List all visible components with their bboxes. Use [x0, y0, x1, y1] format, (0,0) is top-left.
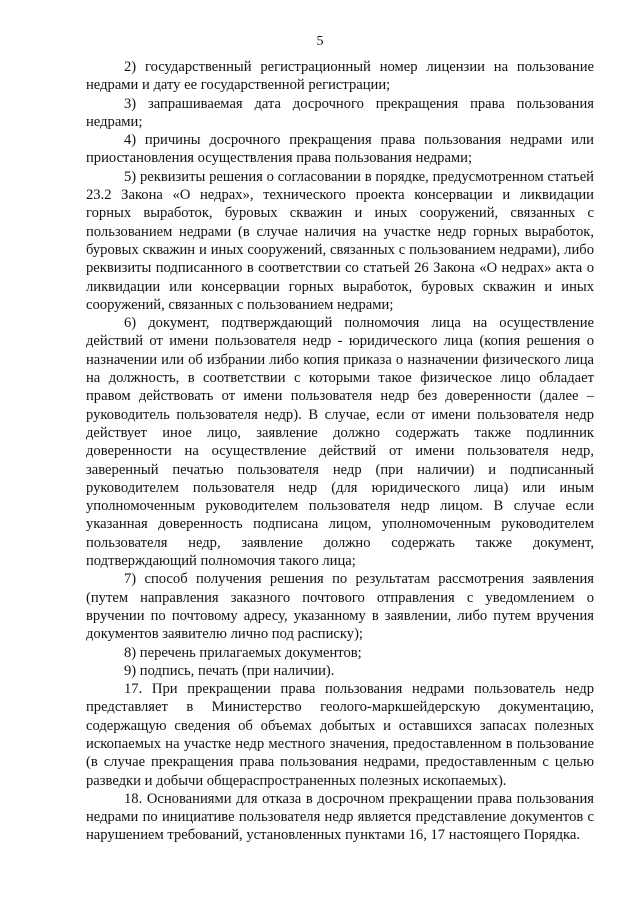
document-body — [86, 58, 594, 845]
clause-18: 18. Основаниями для отказа в досрочном прекращении права пользования недрами по инициативе пользователя недр является представление документов с нарушением требований, установленных пунктами 16, 17 настоящего Порядка. — [86, 790, 594, 844]
page-number: 5 — [316, 34, 324, 49]
list-item-2: 2) государственный регистрационный номер лицензии на пользование недрами и дату ее государственной регистрации; — [86, 59, 594, 94]
list-item-5: 5) реквизиты решения о согласовании в порядке, предусмотренном статьей 23.2 Закона «О недрах», технического проекта консервации и ликвидации горных выработок, буровых скважин и иных сооружений, связанных с пользованием недрами (в случае наличия на участке недр горных выработок, буровых скважин и иных сооружений, связанных с пользованием недрами), либо реквизиты подписанного в соответствии со статьей 26 Закона «О недрах» акта о ликвидации или консервации горных выработок, буровых скважин и иных сооружений, связанных с пользованием недрами; — [86, 168, 594, 313]
list-item-6: 6) документ, подтверждающий полномочия лица на осуществление действий от имени пользователя недр - юридического лица (копия решения о назначении или об избрании либо копия приказа о назначении физического лица на должность, в соответствии с которыми такое физическое лицо обладает правом действовать от имени пользователя недр без доверенности (далее – руководитель пользователя недр). В случае, если от имени пользователя недр действует иное лицо, заявление должно содержать также подлинник доверенности на осуществление действий от имени пользователя недр, заверенный печатью пользователя недр (при наличии) и подписанный руководителем пользователя недр (для юридического лица) или иным уполномоченным руководителем пользователя недр лицом. В случае если указанная доверенность подписана лицом, уполномоченным руководителем пользователя недр, заявление должно содержать также документ, подтверждающий полномочия такого лица; — [86, 315, 594, 570]
list-item-8: 8) перечень прилагаемых документов; — [124, 644, 362, 661]
list-item-4: 4) причины досрочного прекращения права пользования недрами или приостановления осуществления права пользования недрами; — [86, 132, 594, 167]
clause-17: 17. При прекращении права пользования недрами пользователь недр представляет в Министерство геолого-маркшейдерскую документацию, содержащую сведения об объемах добытых и оставшихся запасах полезных ископаемых на участке недр местного значения, предоставленном в пользование (в случае прекращения права пользования недрами, предоставленным с целью разведки и добычи общераспространенных полезных ископаемых). — [86, 681, 594, 789]
list-item-7: 7) способ получения решения по результатам рассмотрения заявления (путем направления заказного почтового отправления с уведомлением о вручении по почтовому адресу, указанному в заявлении, либо путем вручения документов заявителю лично под расписку); — [86, 571, 594, 643]
list-item-3: 3) запрашиваемая дата досрочного прекращения права пользования недрами; — [86, 95, 594, 130]
list-item-9: 9) подпись, печать (при наличии). — [124, 662, 335, 679]
